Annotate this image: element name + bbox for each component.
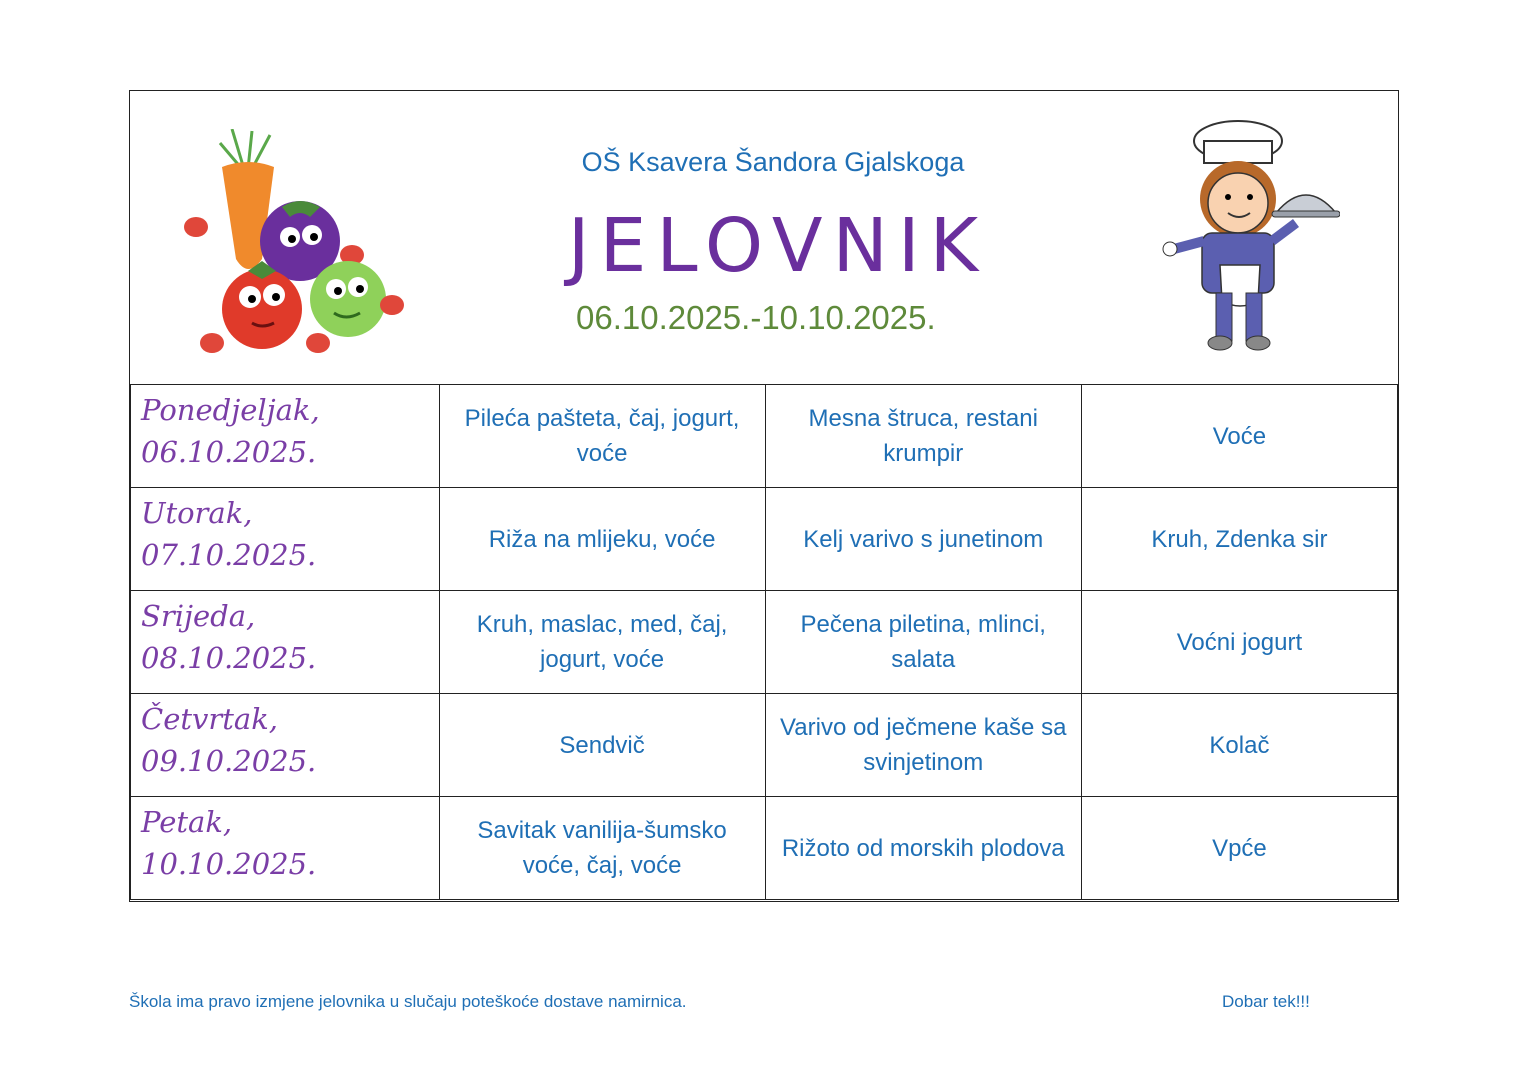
day-cell	[131, 385, 440, 488]
menu-header	[130, 91, 1398, 385]
table-row	[131, 797, 1398, 900]
day-name: Ponedjeljak,	[141, 393, 320, 427]
snack-cell: Voćni jogurt	[1081, 591, 1397, 694]
school-name: OŠ Ksavera Šandora Gjalskoga	[581, 147, 965, 177]
table-row	[131, 385, 1398, 488]
breakfast-cell: Sendvič	[439, 694, 765, 797]
breakfast-cell: Pileća pašteta, čaj, jogurt, voće	[439, 385, 765, 488]
page-title: JELOVNIK	[567, 203, 989, 289]
breakfast-cell: Riža na mlijeku, voće	[439, 488, 765, 591]
day-date: 07.10.2025.	[141, 538, 317, 572]
day-cell	[131, 591, 440, 694]
table-row	[131, 488, 1398, 591]
day-date: 10.10.2025.	[141, 847, 317, 881]
day-name: Četvrtak,	[141, 702, 278, 736]
chef-illustration	[1160, 115, 1340, 355]
day-cell	[131, 694, 440, 797]
week-dates: 06.10.2025.-10.10.2025.	[576, 299, 936, 336]
footer-note: Škola ima pravo izmjene jelovnika u slučaju poteškoće dostave namirnica.	[129, 992, 687, 1011]
menu-sheet	[129, 90, 1399, 902]
day-date: 09.10.2025.	[141, 744, 317, 778]
footer-closing: Dobar tek!!!	[1222, 992, 1310, 1011]
menu-table	[130, 384, 1398, 900]
table-row	[131, 591, 1398, 694]
breakfast-cell: Savitak vanilija-šumsko voće, čaj, voće	[439, 797, 765, 900]
snack-cell: Kruh, Zdenka sir	[1081, 488, 1397, 591]
day-name: Petak,	[141, 805, 233, 839]
lunch-cell: Mesna štruca, restani krumpir	[765, 385, 1081, 488]
table-row	[131, 694, 1398, 797]
snack-cell: Voće	[1081, 385, 1397, 488]
snack-cell: Kolač	[1081, 694, 1397, 797]
day-date: 08.10.2025.	[141, 641, 317, 675]
day-cell	[131, 488, 440, 591]
day-cell	[131, 797, 440, 900]
day-date: 06.10.2025.	[141, 435, 317, 469]
day-name: Srijeda,	[141, 599, 256, 633]
lunch-cell: Varivo od ječmene kaše sa svinjetinom	[765, 694, 1081, 797]
lunch-cell: Kelj varivo s junetinom	[765, 488, 1081, 591]
snack-cell: Vpće	[1081, 797, 1397, 900]
lunch-cell: Pečena piletina, mlinci, salata	[765, 591, 1081, 694]
breakfast-cell: Kruh, maslac, med, čaj, jogurt, voće	[439, 591, 765, 694]
lunch-cell: Rižoto od morskih plodova	[765, 797, 1081, 900]
day-name: Utorak,	[141, 496, 253, 530]
